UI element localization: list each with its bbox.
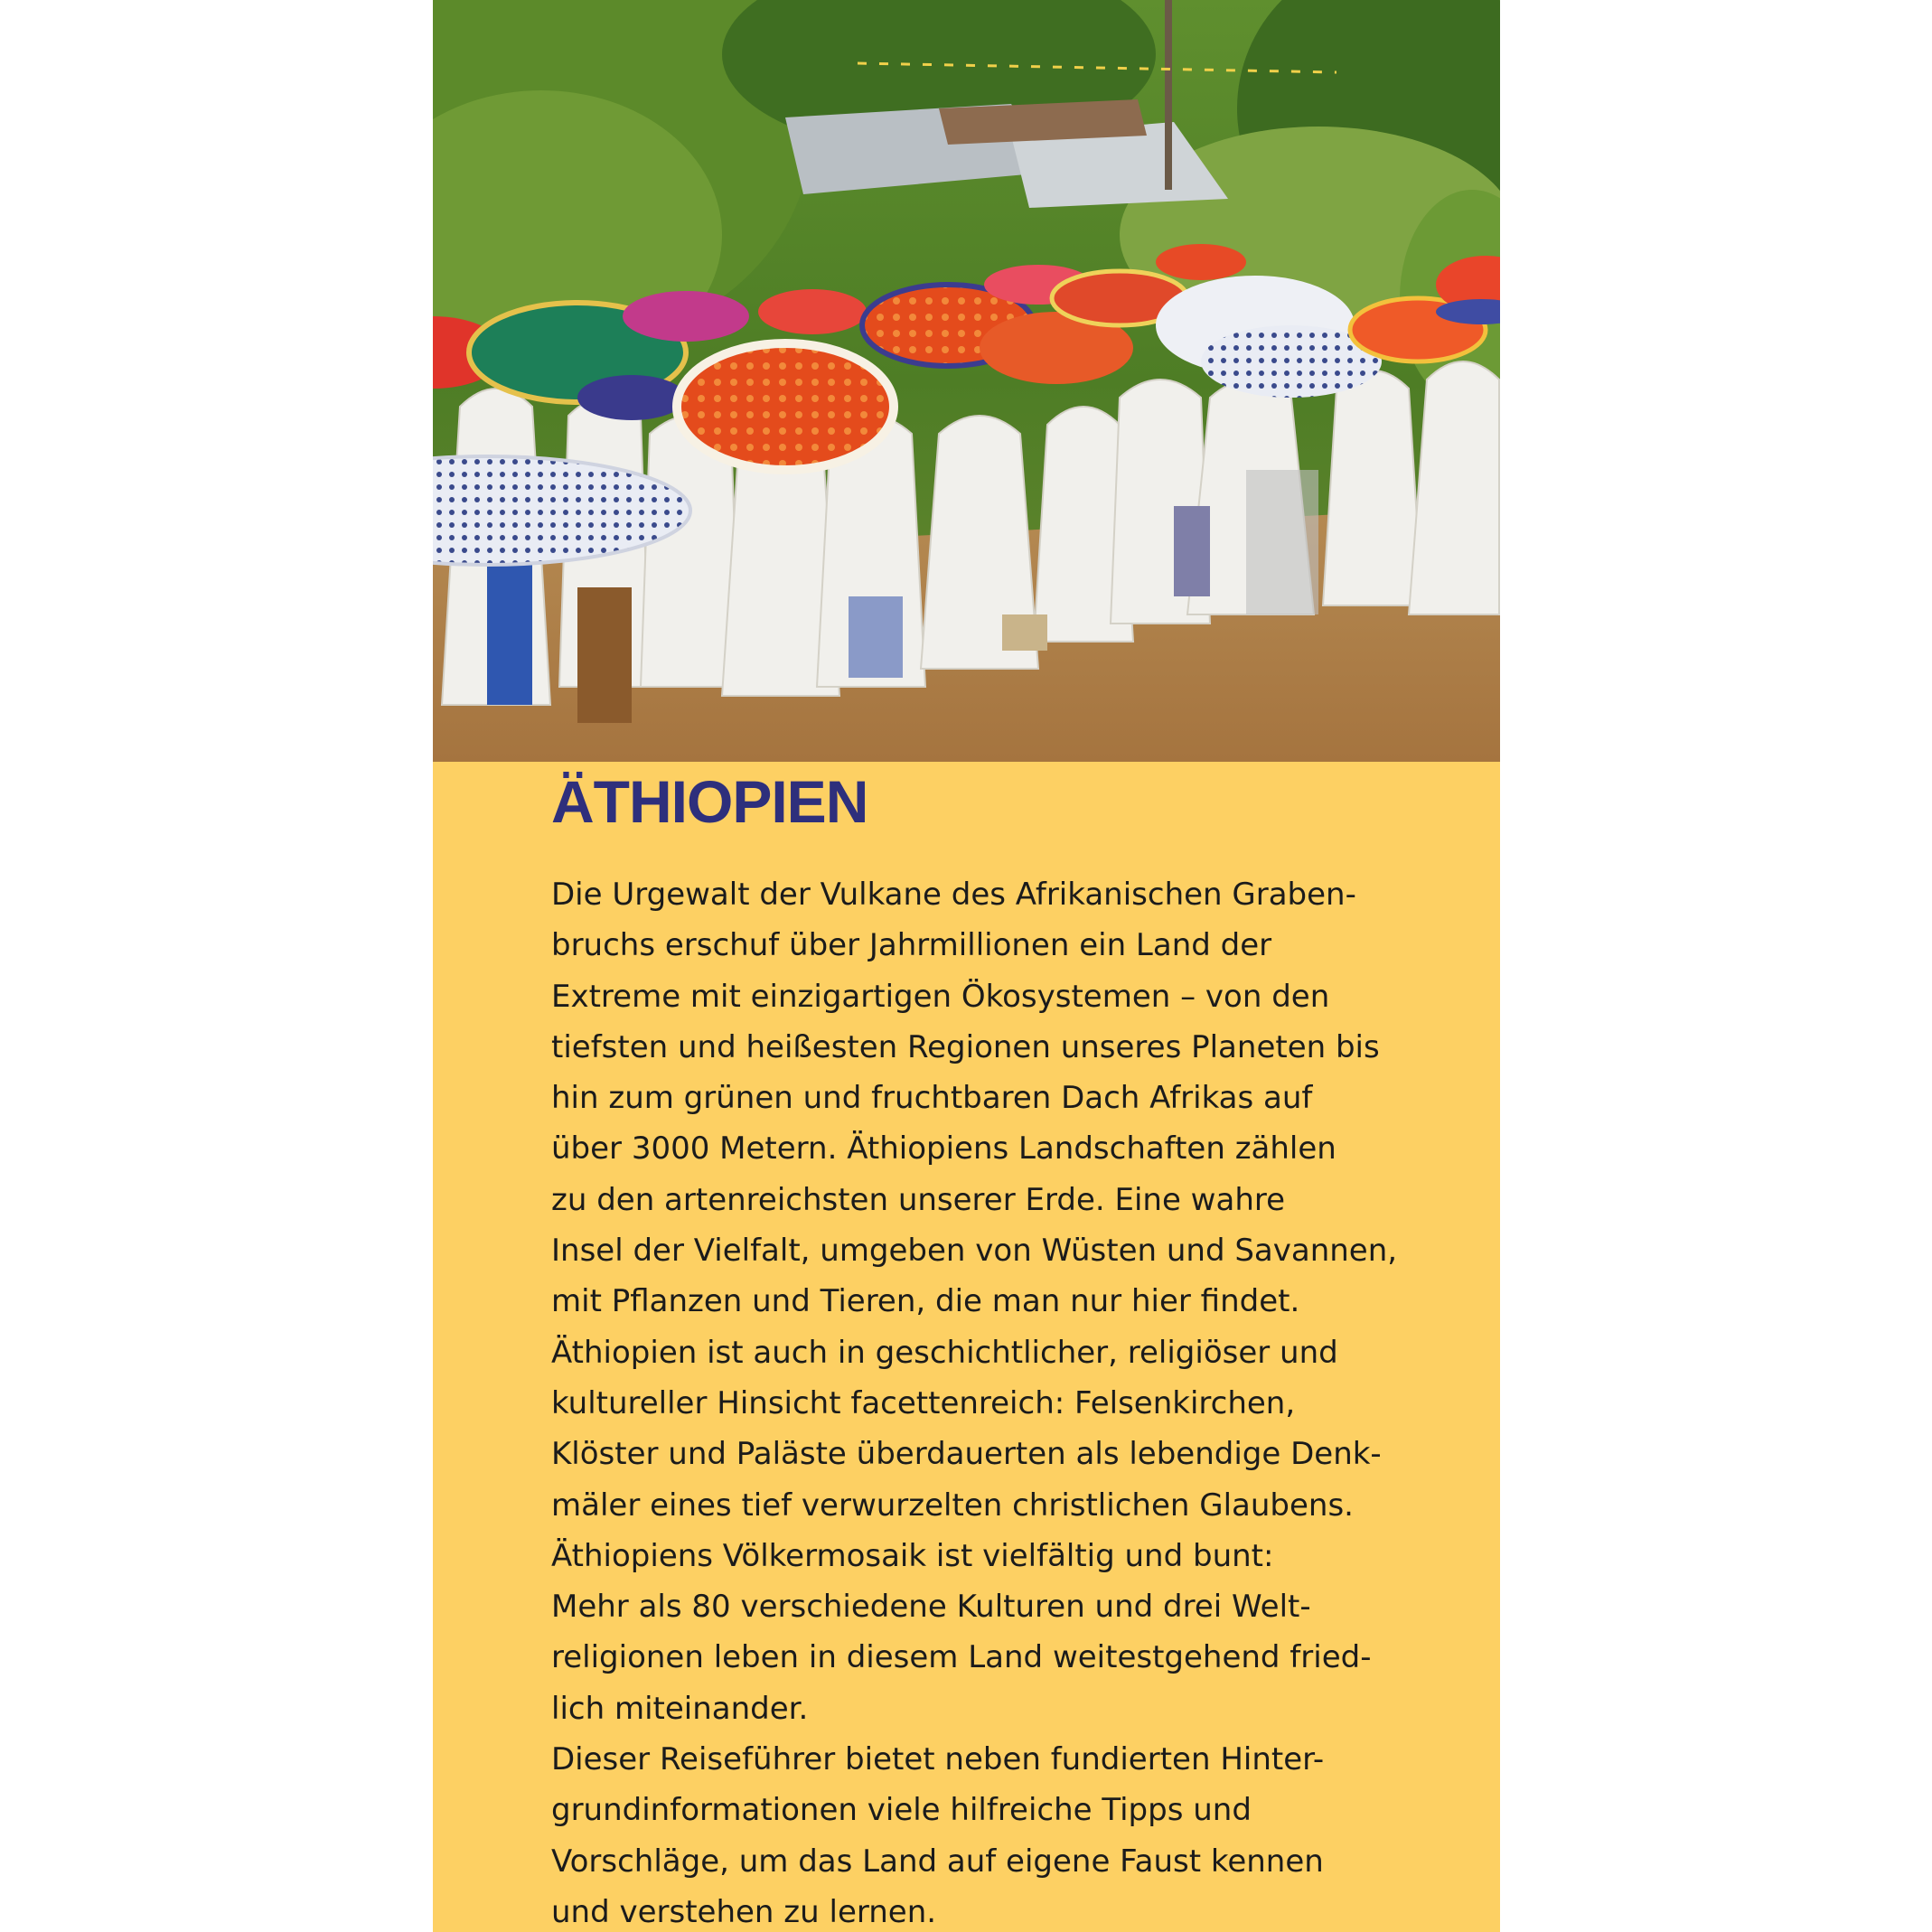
cover-photo-umbrella-procession	[433, 0, 1500, 762]
description-line: kultureller Hinsicht facettenreich: Felsenkirchen,	[551, 1384, 1296, 1421]
description-line: und verstehen zu lernen.	[551, 1893, 937, 1930]
book-title: ÄTHIOPIEN	[551, 768, 868, 835]
description-line: Äthiopiens Völkermosaik ist vielfältig und bunt:	[551, 1537, 1274, 1574]
description-line: mäler eines tief verwurzelten christlichen Glaubens.	[551, 1487, 1354, 1524]
description-line: Insel der Vielfalt, umgeben von Wüsten und Savannen,	[551, 1233, 1398, 1270]
description-line: bruchs erschuf über Jahrmillionen ein Land der	[551, 927, 1272, 964]
description-line: Dieser Reiseführer bietet neben fundierten Hinter-	[551, 1741, 1325, 1778]
book-back-cover	[433, 0, 1500, 1932]
description-line: Vorschläge, um das Land auf eigene Faust kennen	[551, 1843, 1324, 1880]
book-description	[551, 869, 1455, 1932]
description-line: zu den artenreichsten unserer Erde. Eine wahre	[551, 1181, 1286, 1218]
description-line: religionen leben in diesem Land weitestgehend fried-	[551, 1639, 1372, 1676]
description-line: hin zum grünen und fruchtbaren Dach Afrikas auf	[551, 1080, 1313, 1117]
description-line: lich miteinander.	[551, 1690, 809, 1727]
description-line: grundinformationen viele hilfreiche Tipps und	[551, 1792, 1252, 1829]
description-line: Äthiopien ist auch in geschichtlicher, religiöser und	[551, 1334, 1338, 1371]
description-line: tiefsten und heißesten Regionen unseres Planeten bis	[551, 1028, 1380, 1065]
description-line: mit Pflanzen und Tieren, die man nur hier findet.	[551, 1283, 1300, 1320]
description-line: über 3000 Metern. Äthiopiens Landschaften zählen	[551, 1130, 1336, 1168]
description-line: Extreme mit einzigartigen Ökosystemen – von den	[551, 978, 1330, 1015]
description-line: Die Urgewalt der Vulkane des Afrikanischen Graben-	[551, 877, 1356, 913]
description-line: Mehr als 80 verschiedene Kulturen und drei Welt-	[551, 1589, 1311, 1626]
description-line: Klöster und Paläste überdauerten als lebendige Denk-	[551, 1436, 1382, 1473]
